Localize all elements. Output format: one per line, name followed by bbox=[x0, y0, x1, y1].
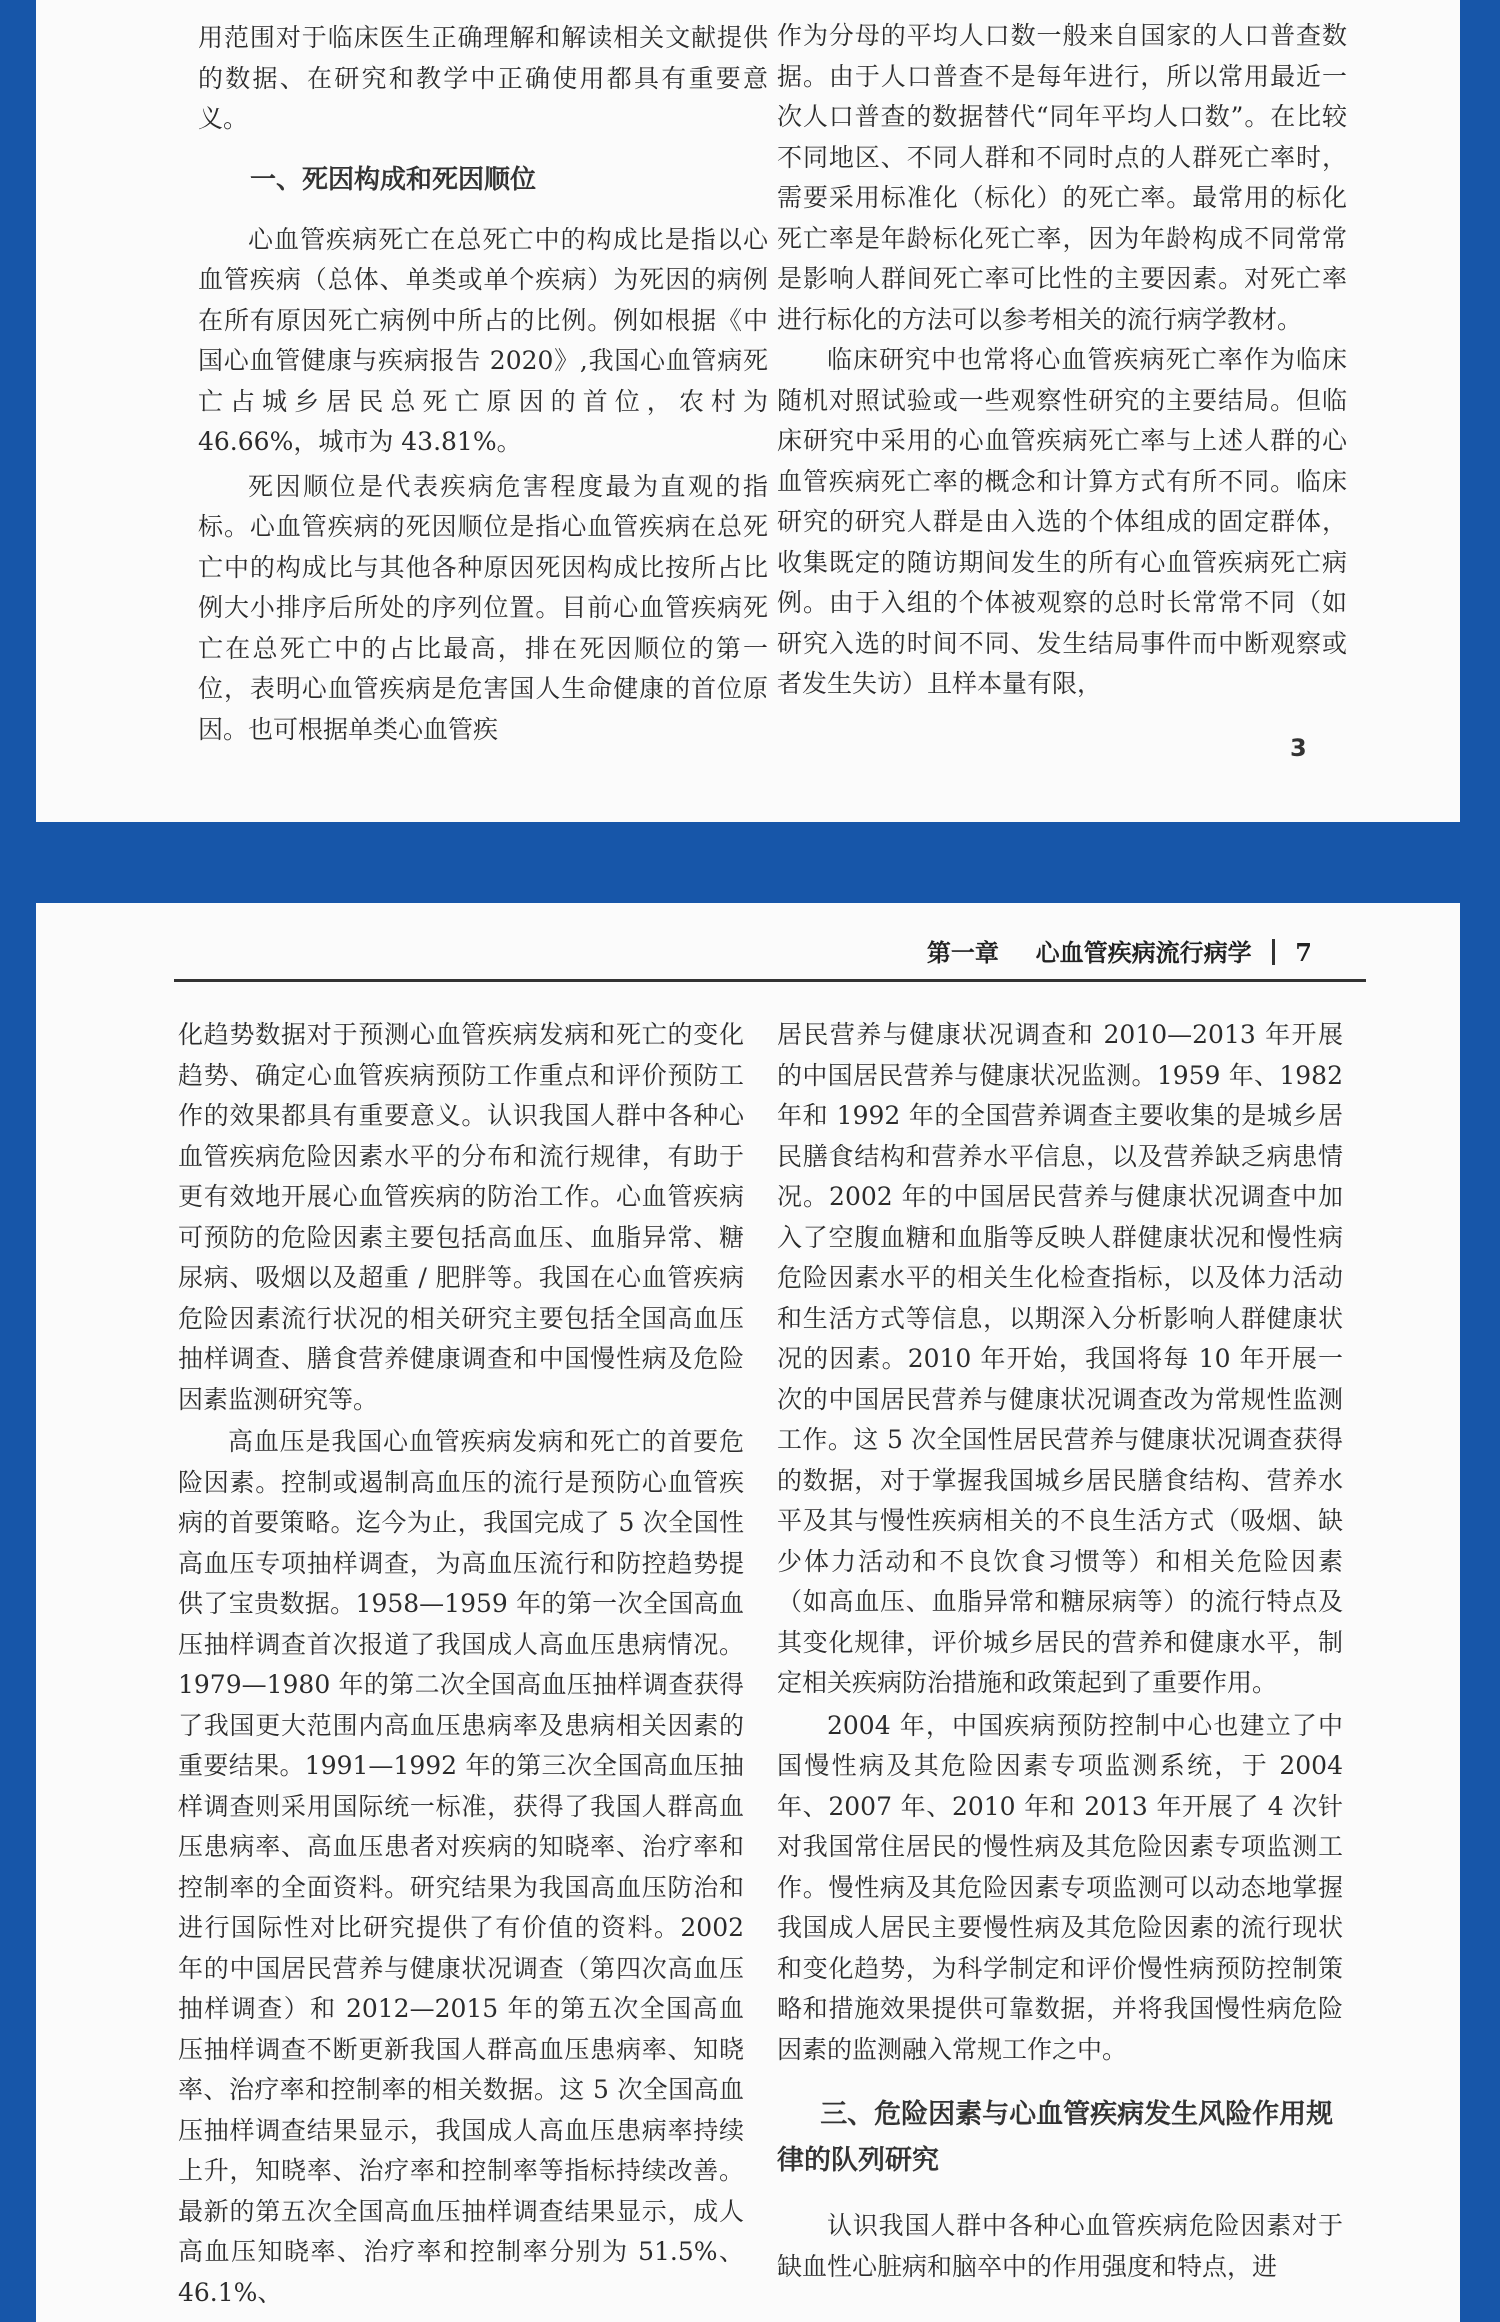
section-heading: 三、危险因素与心血管疾病发生风险作用规律的队列研究 bbox=[777, 2099, 1334, 2176]
running-header bbox=[927, 933, 1312, 968]
paragraph: 作为分母的平均人口数一般来自国家的人口普查数据。由于人口普查不是每年进行，所以常用最近一次人口普查的数据替代“同年平均人口数”。在比较不同地区、不同人群和不同时点的人群死亡率时，需要采用标准化（标化）的死亡率。最常用的标化死亡率是年龄标化死亡率，因为年龄构成不同常常是影响人群间死亡率可比性的主要因素。对死亡率进行标化的方法可以参考相关的流行病学教材。 bbox=[777, 21, 1347, 334]
paragraph: 高血压是我国心血管疾病发病和死亡的首要危险因素。控制或遏制高血压的流行是预防心血管疾病的首要策略。迄今为止，我国完成了 5 次全国性高血压专项抽样调查，为高血压流行和防控趋势提供了宝贵数据。1958—1959 年的第一次全国高血压抽样调查首次报道了我国成人高血压患病情况。1979—1980 年的第二次全国高血压抽样调查获得了我国更大范围内高血压患病率及患病相关因素的重要结果。1991—1992 年的第三次全国高血压抽样调查则采用国际统一标准，获得了我国人群高血压患病率、高血压患者对疾病的知晓率、治疗率和控制率的全面资料。研究结果为我国高血压防治和进行国际性对比研究提供了有价值的资料。2002 年的中国居民营养与健康状况调查（第四次高血压抽样调查）和 2012—2015 年的第五次全国高血压抽样调查不断更新我国人群高血压患病率、知晓率、治疗率和控制率的相关数据。这 5 次全国高血压抽样调查结果显示，我国成人高血压患病率持续上升，知晓率、治疗率和控制率等指标持续改善。最新的第五次全国高血压抽样调查结果显示，成人高血压知晓率、治疗率和控制率分别为 51.5%、46.1%、 bbox=[178, 1427, 744, 2307]
paragraph: 认识我国人群中各种心血管疾病危险因素对于缺血性心脏病和脑卒中的作用强度和特点，进 bbox=[777, 2211, 1343, 2281]
paragraph: 2004 年，中国疾病预防控制中心也建立了中国慢性病及其危险因素专项监测系统，于 2004 年、2007 年、2010 年和 2013 年开展了 4 次针对我国常住居民的慢性病及其危险因素专项监测工作。慢性病及其危险因素专项监测可以动态地掌握我国成人居民主要慢性病及其危险因素的流行现状和变化趋势，为科学制定和评价慢性病预防控制策略和措施效果提供可靠数据，并将我国慢性病危险因素的监测融入常规工作之中。 bbox=[777, 1710, 1343, 2064]
paragraph: 用范围对于临床医生正确理解和解读相关文献提供的数据、在研究和教学中正确使用都具有重要意义。 bbox=[198, 23, 768, 133]
chapter-title: 心血管疾病流行病学 bbox=[1035, 938, 1252, 967]
page3-left-column bbox=[198, 18, 768, 750]
paragraph: 临床研究中也常将心血管疾病死亡率作为临床随机对照试验或一些观察性研究的主要结局。但临床研究中采用的心血管疾病死亡率与上述人群的心血管疾病死亡率的概念和计算方式有所不同。临床研究的研究人群是由入选的个体组成的固定群体，收集既定的随访期间发生的所有心血管疾病死亡病例。由于入组的个体被观察的总时长常常不同（如研究入选的时间不同、发生结局事件而中断观察或者发生失访）且样本量有限， bbox=[777, 345, 1347, 698]
page-number: 7 bbox=[1295, 938, 1312, 967]
paragraph: 死因顺位是代表疾病危害程度最为直观的指标。心血管疾病的死因顺位是指心血管疾病在总死亡中的构成比与其他各种原因死因构成比按所占比例大小排序后所处的序列位置。目前心血管疾病死亡在总死亡中的占比最高，排在死因顺位的第一位，表明心血管疾病是危害国人生命健康的首位原因。也可根据单类心血管疾 bbox=[198, 471, 768, 744]
page-number: 3 bbox=[1290, 734, 1307, 762]
paragraph: 居民营养与健康状况调查和 2010—2013 年开展的中国居民营养与健康状况监测。1959 年、1982 年和 1992 年的全国营养调查主要收集的是城乡居民膳食结构和营养水平信息，以及营养缺乏病患情况。2002 年的中国居民营养与健康状况调查中加入了空腹血糖和血脂等反映人群健康状况和慢性病危险因素水平的相关生化检查指标，以及体力活动和生活方式等信息，以期深入分析影响人群健康状况的因素。2010 年开始，我国将每 10 年开展一次的中国居民营养与健康状况调查改为常规性监测工作。这 5 次全国性居民营养与健康状况调查获得的数据，对于掌握我国城乡居民膳食结构、营养水平及其与慢性疾病相关的不良生活方式（吸烟、缺少体力活动和不良饮食习惯等）和相关危险因素（如高血压、血脂异常和糖尿病等）的流行特点及其变化规律，评价城乡居民的营养和健康水平，制定相关疾病防治措施和政策起到了重要作用。 bbox=[777, 1020, 1343, 1697]
paragraph: 心血管疾病死亡在总死亡中的构成比是指以心血管疾病（总体、单类或单个疾病）为死因的病例在所有原因死亡病例中所占的比例。例如根据《中国心血管健康与疾病报告 2020》,我国心血管病死亡占城乡居民总死亡原因的首位，农村为 46.66%，城市为 43.81%。 bbox=[198, 224, 768, 456]
page7-right-column bbox=[777, 1015, 1343, 2287]
header-separator bbox=[1272, 939, 1275, 965]
chapter-label: 第一章 bbox=[926, 938, 999, 967]
page3-right-column bbox=[777, 16, 1347, 705]
paragraph: 化趋势数据对于预测心血管疾病发病和死亡的变化趋势、确定心血管疾病预防工作重点和评价预防工作的效果都具有重要意义。认识我国人群中各种心血管疾病危险因素水平的分布和流行规律，有助于更有效地开展心血管疾病的防治工作。心血管疾病可预防的危险因素主要包括高血压、血脂异常、糖尿病、吸烟以及超重 / 肥胖等。我国在心血管疾病危险因素流行状况的相关研究主要包括全国高血压抽样调查、膳食营养健康调查和中国慢性病及危险因素监测研究等。 bbox=[178, 1020, 744, 1414]
header-rule bbox=[174, 979, 1366, 982]
section-heading: 一、死因构成和死因顺位 bbox=[250, 164, 537, 195]
book-page-3 bbox=[36, 0, 1460, 822]
page7-left-column bbox=[178, 1015, 744, 2313]
book-page-7 bbox=[36, 903, 1460, 2322]
